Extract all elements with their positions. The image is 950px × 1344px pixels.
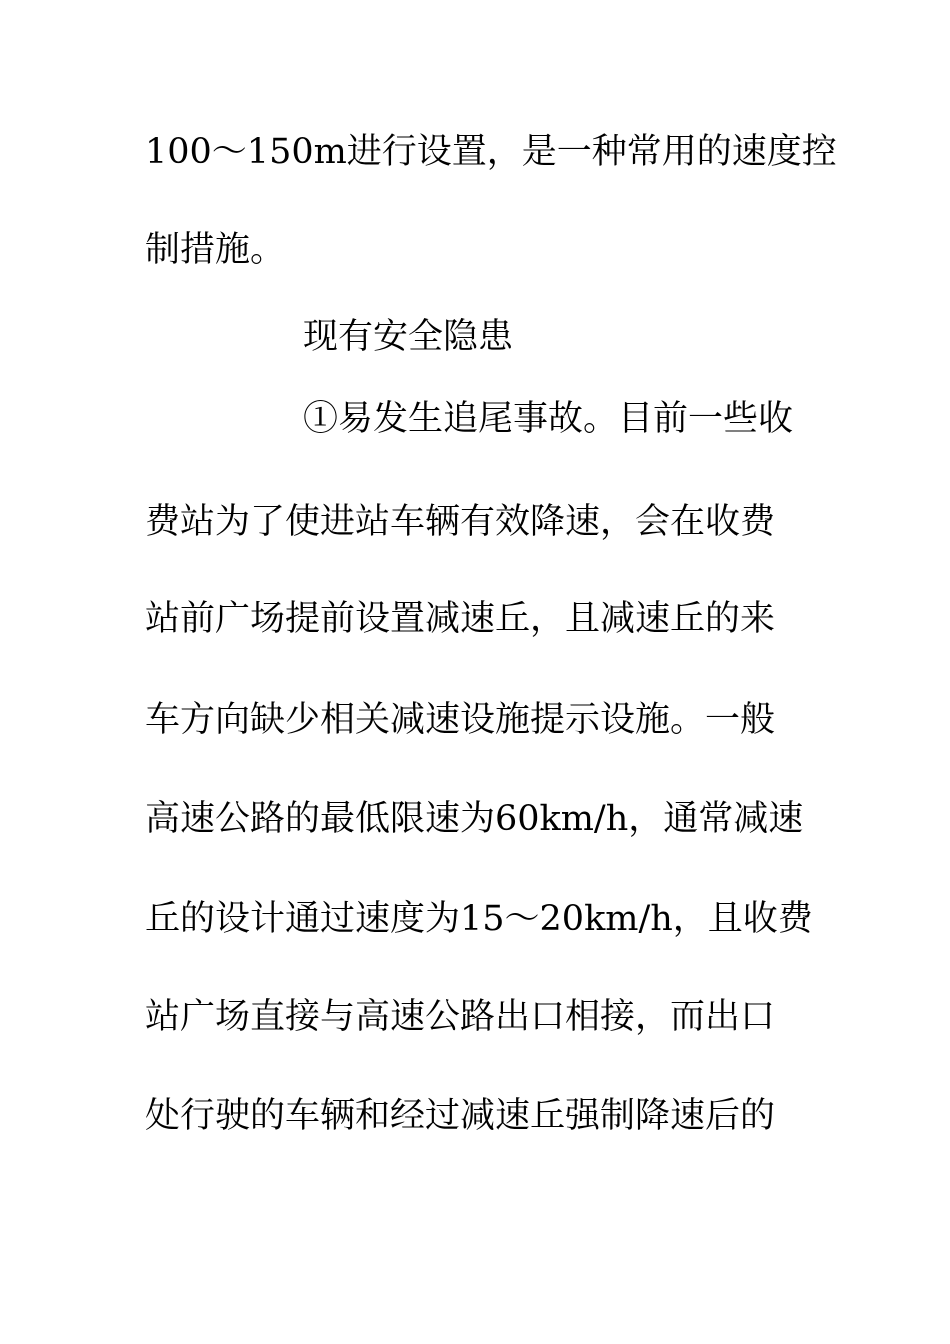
section-heading: 现有安全隐患: [303, 317, 514, 357]
paragraph-line: 车方向缺少相关减速设施提示设施。一般: [145, 700, 776, 740]
paragraph-line: 高速公路的最低限速为60km/h，通常减速: [145, 799, 804, 839]
paragraph-line: 处行驶的车辆和经过减速丘强制降速后的: [145, 1096, 776, 1136]
paragraph-line: 站广场直接与高速公路出口相接，而出口: [145, 997, 776, 1037]
paragraph-line: 站前广场提前设置减速丘，且减速丘的来: [145, 599, 776, 639]
paragraph-line: 费站为了使进站车辆有效降速，会在收费: [145, 502, 776, 542]
paragraph-line: 制措施。: [145, 230, 286, 270]
paragraph-first-line: ①易发生追尾事故。目前一些收: [303, 399, 794, 439]
paragraph-line: 丘的设计通过速度为15～20km/h，且收费: [145, 899, 813, 939]
paragraph-line: 100～150m进行设置，是一种常用的速度控: [145, 132, 837, 172]
